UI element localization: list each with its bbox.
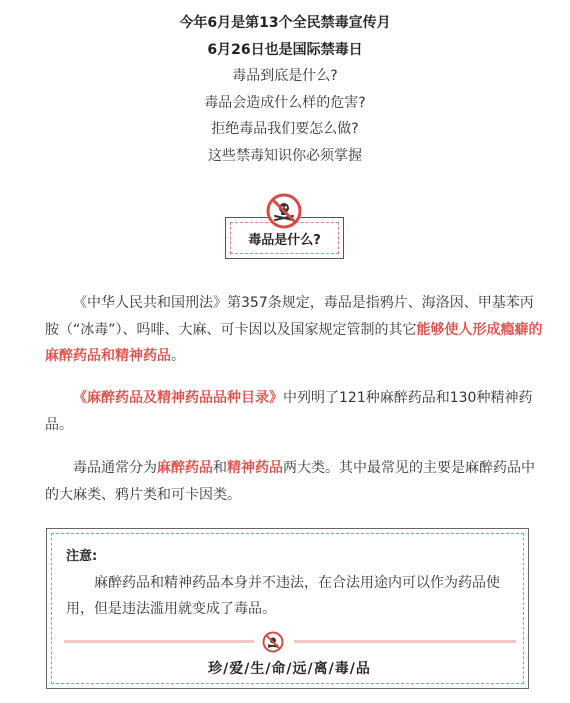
catalog-title-highlight: 《麻醉药品及精神药品品种目录》 — [73, 390, 283, 406]
catalog-text: 中列明了121种麻醉药品和130种精神药品。 — [45, 390, 533, 433]
categories-highlight-psychotropic: 精神药品 — [227, 460, 283, 476]
intro-line-anti-drug-day: 6月26日也是国际禁毒日 — [207, 41, 363, 58]
intro-block — [0, 10, 570, 169]
paragraph-definition — [45, 290, 547, 370]
paragraph-categories — [45, 455, 547, 508]
divider-left — [64, 640, 254, 643]
definition-highlight: 能够使人形成瘾癖的麻醉药品和精神药品 — [45, 321, 543, 364]
definition-end: 。 — [171, 348, 185, 364]
intro-line-campaign-month: 今年6月是第13个全民禁毒宣传月 — [179, 15, 391, 31]
no-drugs-small-icon — [262, 631, 284, 653]
no-drugs-icon — [266, 193, 302, 229]
note-box-inner — [51, 533, 524, 684]
intro-line-must-know: 这些禁毒知识你必须掌握 — [208, 147, 362, 164]
categories-highlight-narcotic: 麻醉药品 — [157, 460, 213, 476]
section-heading: 毒品是什么? — [230, 222, 339, 254]
intro-line-question-refuse: 拒绝毒品我们要怎么做? — [211, 121, 359, 137]
paragraph-catalog — [45, 385, 547, 438]
note-text: 麻醉药品和精神药品本身并不违法，在合法用途内可以作为药品使用，但是违法滥用就变成了毒品。 — [66, 575, 500, 617]
categories-text-2: 和 — [213, 460, 227, 476]
intro-line-question-harm: 毒品会造成什么样的危害? — [204, 94, 366, 111]
divider-right — [294, 640, 516, 643]
categories-text-3: 两大类。其中最常见的主要是麻醉药品中的大麻类、鸦片类和可卡因类。 — [45, 460, 535, 503]
definition-text: 《中华人民共和国刑法》第357条规定，毒品是指鸦片、海洛因、甲基苯丙胺（“冰毒”）、吗啡、大麻、可卡因以及国家规定管制的其它 — [45, 295, 534, 338]
categories-text-1: 毒品通常分为 — [73, 460, 157, 476]
note-box — [46, 528, 529, 689]
note-title: 注意: — [66, 549, 98, 564]
intro-line-question-what: 毒品到底是什么? — [232, 68, 338, 84]
slogan: 珍/爱/生/命/远/离/毒/品 — [208, 661, 371, 677]
